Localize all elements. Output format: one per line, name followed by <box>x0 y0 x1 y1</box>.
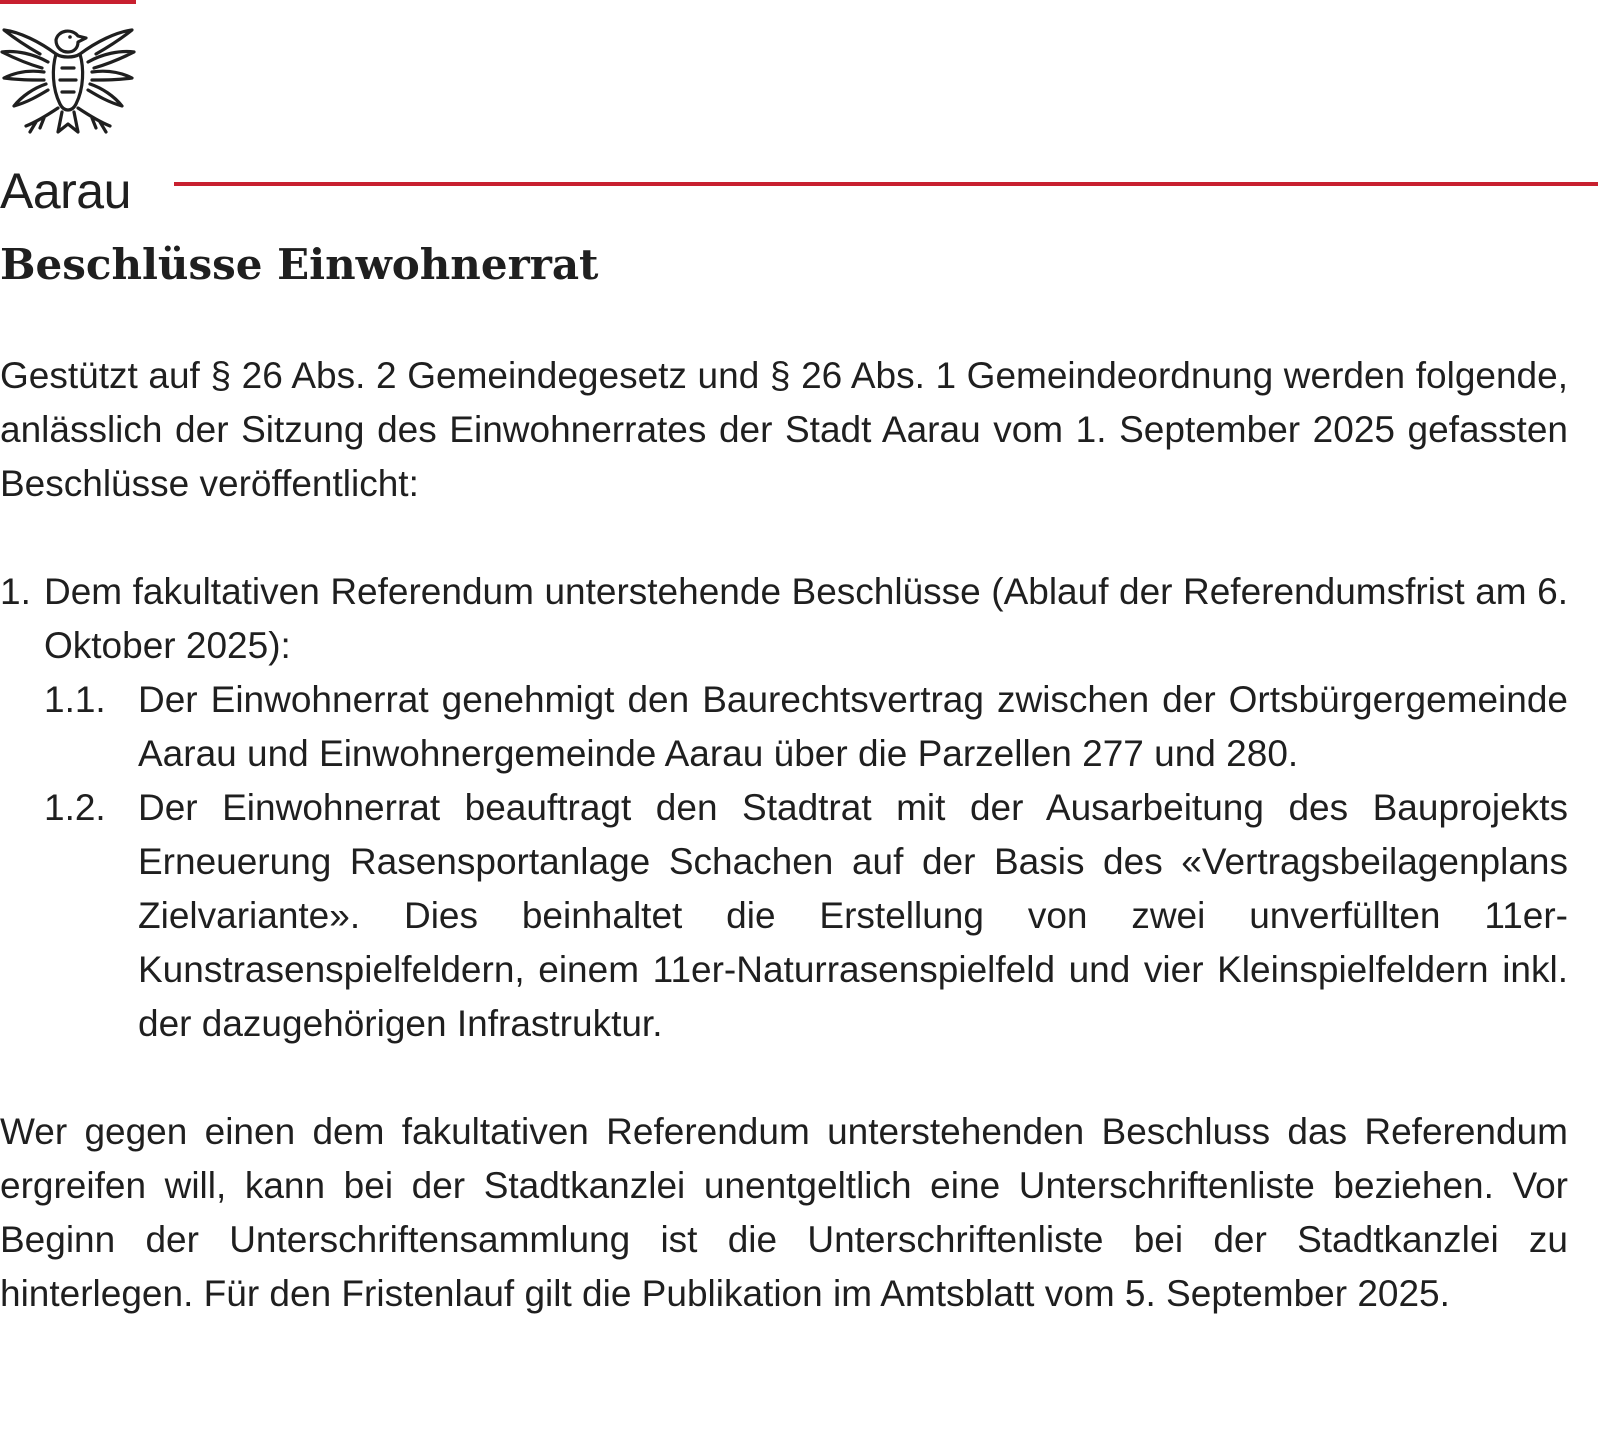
list-subitem-1-2 <box>0 781 1568 1051</box>
aarau-logo <box>0 24 140 219</box>
list-item-number: 1. <box>0 571 31 612</box>
list-subitem-text: Der Einwohnerrat beauftragt den Stadtrat mit der Ausarbeitung des Bauprojekts Erneuerung Rasensportanlage Schachen auf der Basis des «Vertragsbeilagenplans Zielvariante». Dies beinhaltet die Erstellung von zwei unverfüllten 11er-Kunstrasenspielfeldern, einem 11er-Naturrasenspielfeld und vier Kleinspielfeldern inkl. der dazugehörigen Infrastruktur. <box>138 787 1568 1044</box>
list-item-1 <box>0 565 1568 673</box>
list-subitem-number: 1.1. <box>44 679 106 720</box>
spacer <box>0 511 1568 565</box>
intro-paragraph: Gestützt auf § 26 Abs. 2 Gemeindegesetz und § 26 Abs. 1 Gemeindeordnung werden folgende, anlässlich der Sitzung des Einwohnerrates der Stadt Aarau vom 1. September 2025 gefassten Beschlüsse veröffentlicht: <box>0 355 1568 504</box>
spacer <box>0 1051 1568 1105</box>
list-subitem-1-1 <box>0 673 1568 781</box>
header-divider <box>174 182 1598 186</box>
list-subitem-text: Der Einwohnerrat genehmigt den Baurechtsvertrag zwischen der Ortsbürgergemeinde Aarau und Einwohnergemeinde Aarau über die Parzellen 277 und 280. <box>138 679 1568 774</box>
list-subitem-number: 1.2. <box>44 787 106 828</box>
top-accent-bar <box>0 0 136 4</box>
list-item-text: Dem fakultativen Referendum unterstehende Beschlüsse (Ablauf der Referendumsfrist am 6. Oktober 2025): <box>44 571 1568 666</box>
page-title: Beschlüsse Einwohnerrat <box>0 240 599 289</box>
closing-paragraph: Wer gegen einen dem fakultativen Referendum unterstehenden Beschluss das Referendum ergreifen will, kann bei der Stadtkanzlei unentgeltlich eine Unterschriftenliste beziehen. Vor Beginn der Unterschriftensammlung ist die Unterschriftenliste bei der Stadtkanzlei zu hinterlegen. Für den Fristenlauf gilt die Publikation im Amtsblatt vom 5. September 2025. <box>0 1111 1568 1314</box>
eagle-crest-icon <box>0 24 136 142</box>
logo-text: Aarau <box>0 163 131 219</box>
document-body <box>0 349 1568 1321</box>
